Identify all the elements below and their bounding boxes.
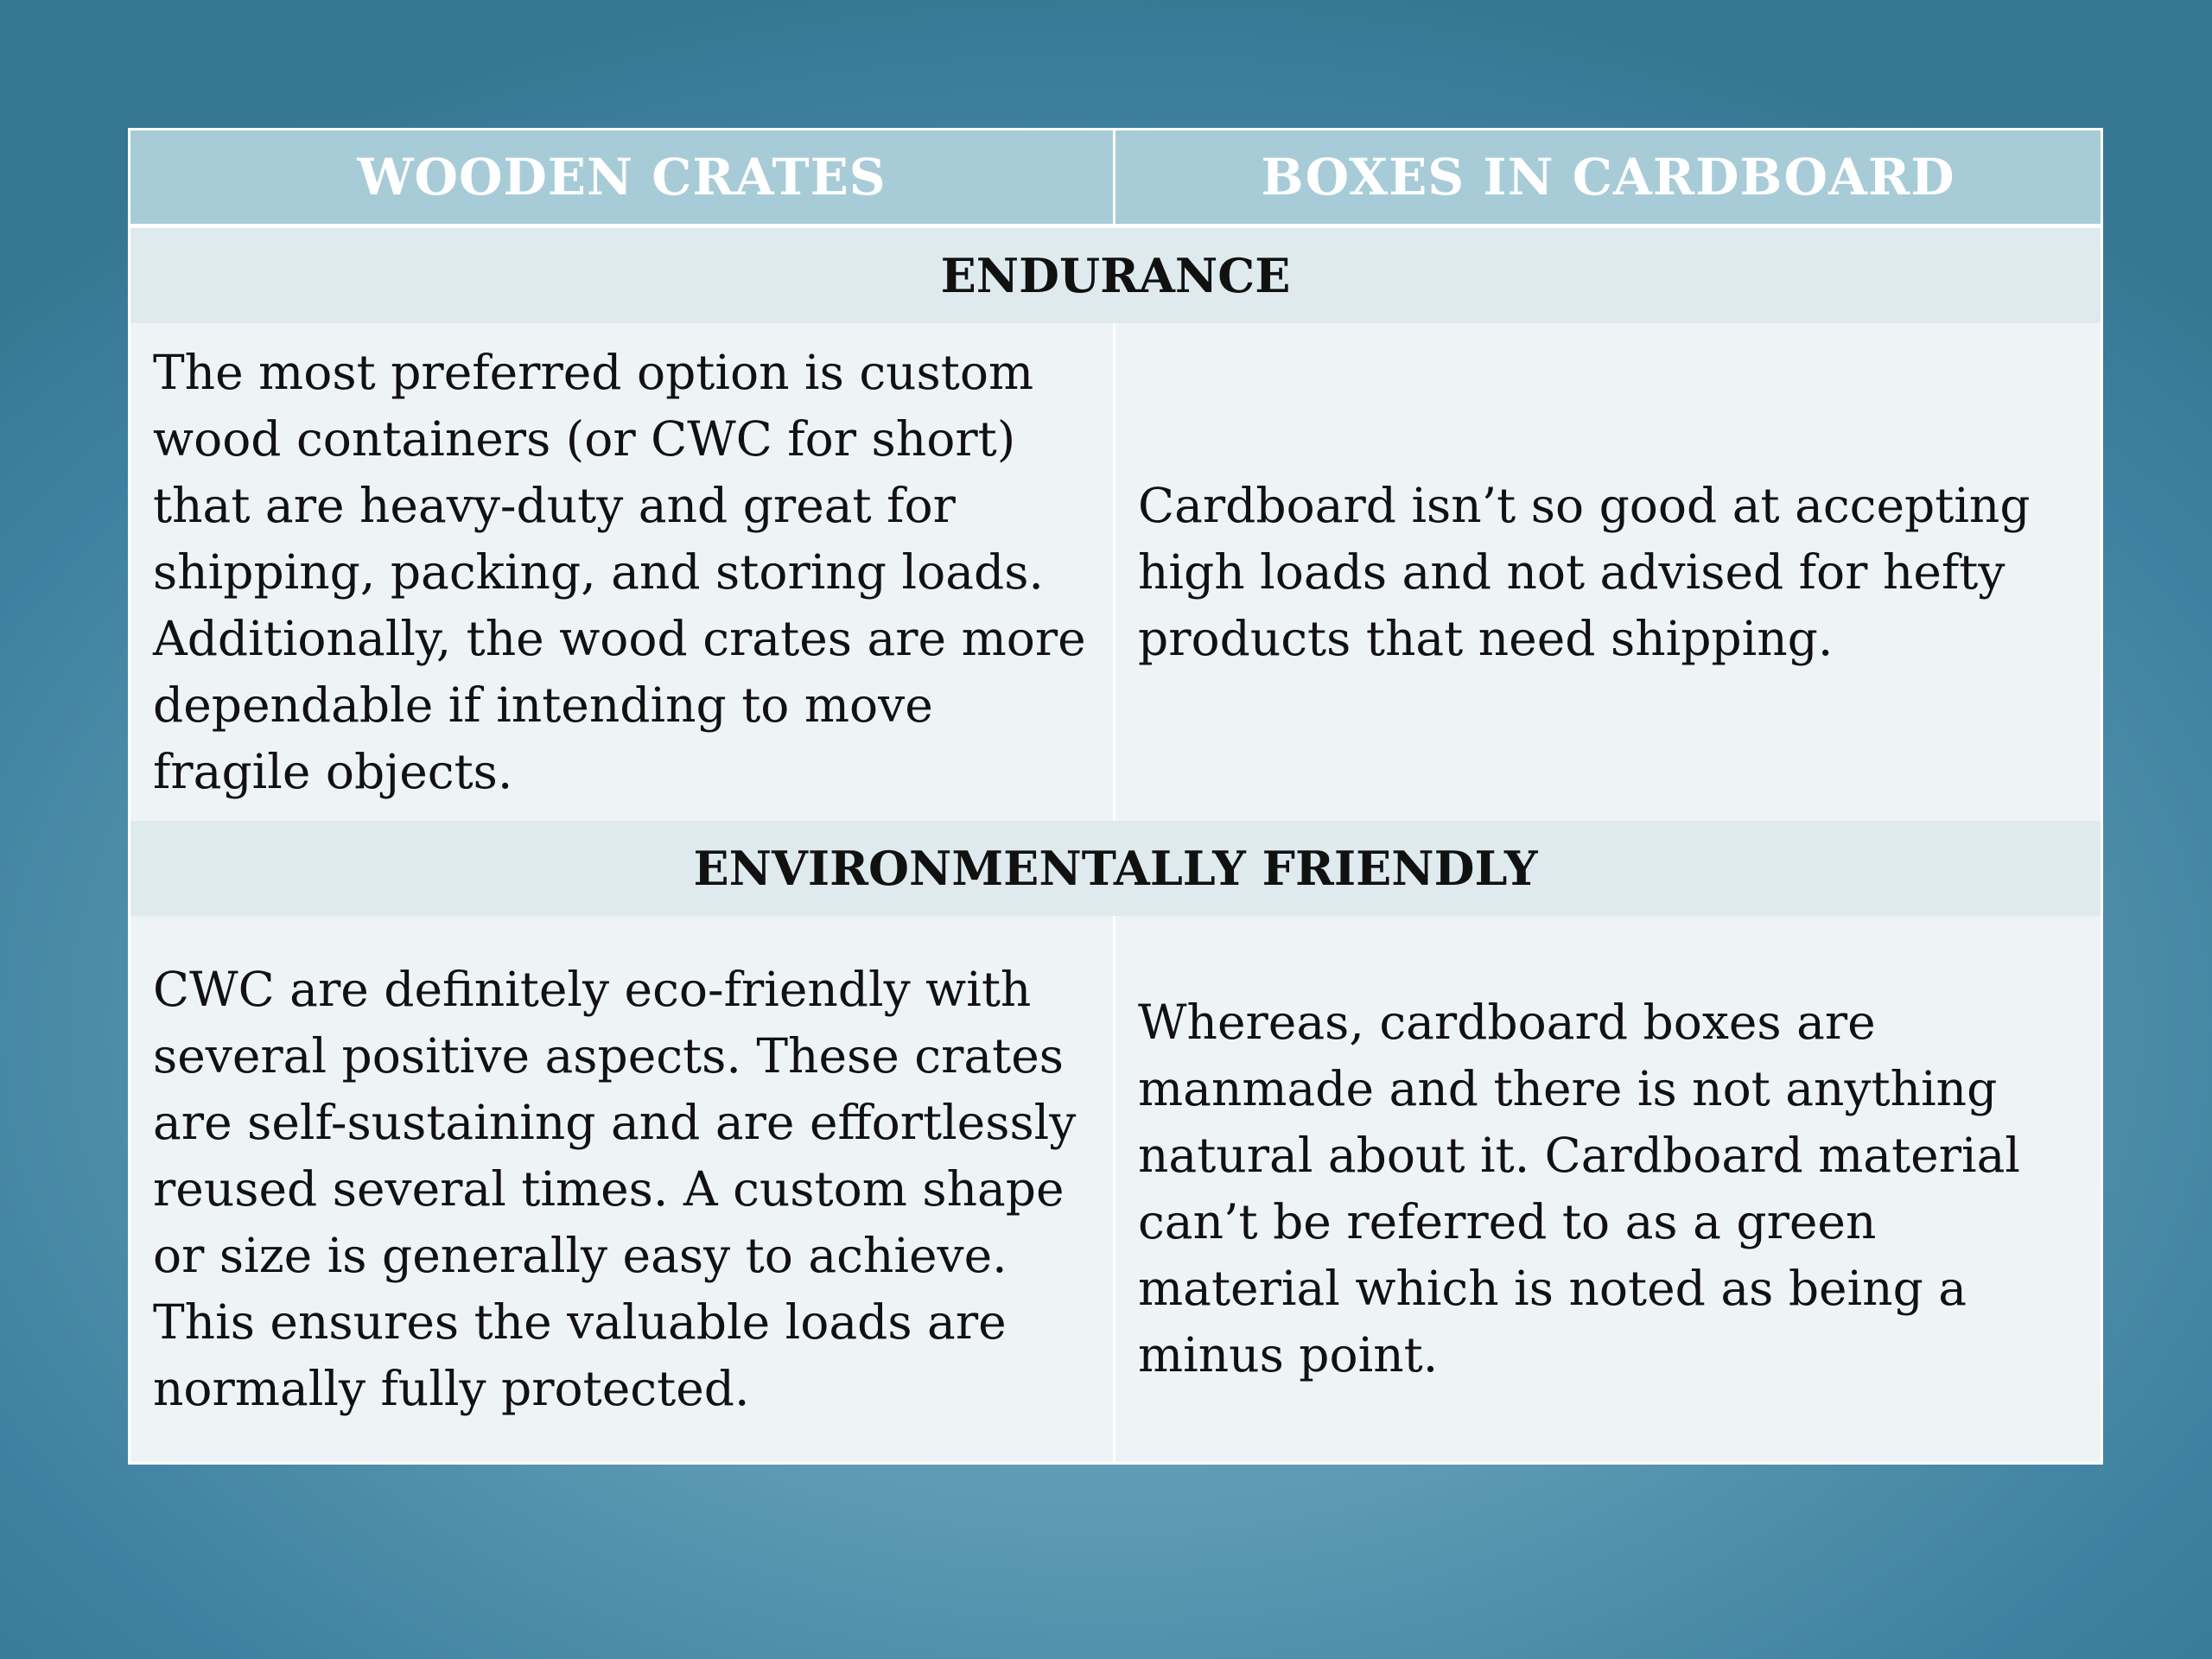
table-row-environmentally-friendly: [130, 916, 2101, 1462]
endurance-cardboard-text: Cardboard isn’t so good at accepting high loads and not advised for hefty products that need shipping.: [1116, 323, 2101, 821]
section-row-environmentally-friendly: [130, 821, 2101, 916]
comparison-table: [128, 128, 2103, 1465]
section-title-environmentally-friendly: ENVIRONMENTALLY FRIENDLY: [130, 821, 2101, 916]
section-title-endurance: ENDURANCE: [130, 228, 2101, 323]
table-row-endurance: [130, 323, 2101, 821]
eco-cardboard-text: Whereas, cardboard boxes are manmade and there is not anything natural about it. Cardboard material can’t be referred to as a green material which is noted as being a minus point.: [1116, 916, 2101, 1462]
table-header-row: [130, 130, 2101, 228]
section-row-endurance: [130, 228, 2101, 323]
header-boxes-in-cardboard: BOXES IN CARDBOARD: [1116, 130, 2101, 228]
endurance-wooden-text: The most preferred option is custom wood containers (or CWC for short) that are heavy-duty and great for shipping, packing, and storing loads. Additionally, the wood crates are more dependable if intending to move fragile objects.: [130, 323, 1116, 821]
header-wooden-crates: WOODEN CRATES: [130, 130, 1116, 228]
eco-wooden-text: CWC are definitely eco-friendly with several positive aspects. These crates are self-sustaining and are effortlessly reused several times. A custom shape or size is generally easy to achieve. This ensures the valuable loads are normally fully protected.: [130, 916, 1116, 1462]
